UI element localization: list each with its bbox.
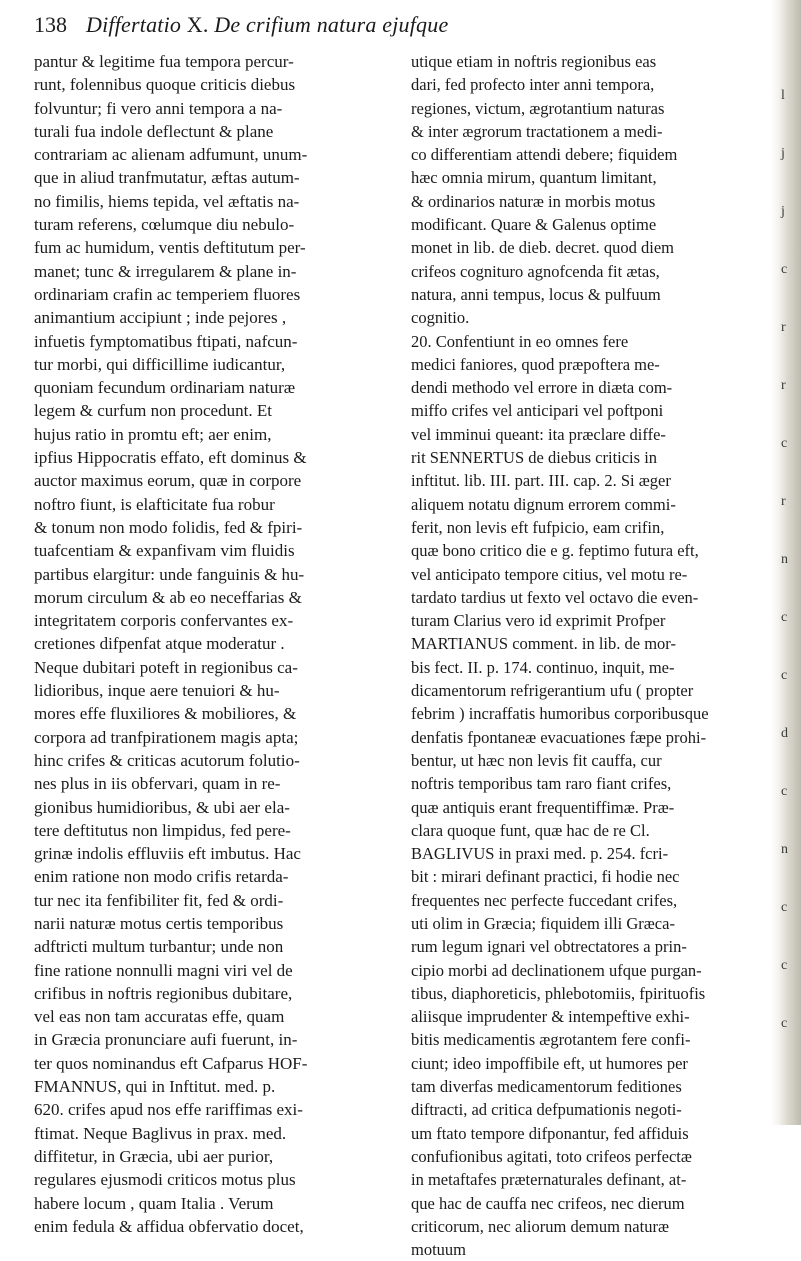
margin-fragment: c: [781, 1016, 788, 1031]
margin-fragment: r: [781, 494, 786, 509]
left-column-line: mores effe fluxiliores & mobiliores, &: [34, 704, 297, 724]
left-column-line: que in aliud tranfmutatur, æftas autum-: [34, 168, 300, 188]
adjacent-page-edge: [771, 0, 801, 1125]
right-column-line: bitis medicamentis ægrotantem fere confi-: [411, 1030, 691, 1050]
right-column-line: MARTIANUS comment. in lib. de mor-: [411, 634, 676, 654]
right-column-line: regiones, victum, ægrotantium naturas: [411, 98, 665, 118]
right-column-line: vel imminui queant: ita præclare diffe-: [411, 424, 666, 444]
left-column-line: fine ratione nonnulli magni viri vel de: [34, 960, 293, 980]
left-column-line: grinæ indolis effluviis eft imbutus. Hac: [34, 844, 301, 864]
right-column-line: turam Clarius vero id exprimit Profper: [411, 611, 666, 631]
right-column-line: miffo crifes vel anticipari vel poftponi: [411, 401, 664, 421]
right-column-line: modificant. Quare & Galenus optime: [411, 215, 657, 235]
right-column-line: bis fect. II. p. 174. continuo, inquit, me-: [411, 657, 675, 677]
running-title: [86, 10, 448, 40]
margin-fragment: c: [781, 958, 788, 973]
margin-fragment: c: [781, 262, 788, 277]
right-column-line: quæ bono critico die e g. feptimo futura eft,: [411, 541, 699, 561]
left-column-line: Neque dubitari poteft in regionibus ca-: [34, 657, 298, 677]
right-column-line: criticorum, nec aliorum demum naturæ: [411, 1216, 669, 1236]
left-column-line: partibus elargitur: unde fanguinis & hu-: [34, 564, 305, 584]
left-column-line: auctor maximus eorum, quæ in corpore: [34, 471, 302, 491]
right-column-line: rit SENNERTUS de diebus criticis in: [411, 448, 658, 468]
left-column-line: folvuntur; fi vero anni tempora a na-: [34, 98, 283, 118]
left-column-line: habere locum , quam Italia . Verum: [34, 1193, 274, 1213]
right-column-line: que hac de cauffa nec crifeos, nec dierum: [411, 1193, 685, 1213]
margin-fragment: r: [781, 320, 786, 335]
right-column-line: dari, fed profecto inter anni tempora,: [411, 75, 655, 95]
left-column-line: tur nec ita fenfibiliter fit, fed & ordi-: [34, 890, 284, 910]
left-column-line: legem & curfum non procedunt. Et: [34, 401, 272, 421]
left-column-line: ordinariam crafin ac temperiem fluores: [34, 284, 301, 304]
running-title-post: De crifium natura ejufque: [208, 12, 449, 37]
right-column-line: cipio morbi ad declinationem ufque purgan-: [411, 960, 702, 980]
right-column-line: ciunt; ideo impoffibile eft, ut humores per: [411, 1053, 688, 1073]
right-column-line: inftitut. lib. III. part. III. cap. 2. Si æger: [411, 471, 671, 491]
margin-fragment: d: [781, 726, 788, 741]
left-column-line: regulares ejusmodi criticos motus plus: [34, 1170, 296, 1190]
left-column-line: morum circulum & ab eo neceffarias &: [34, 587, 302, 607]
left-column-line: tuafcentiam & expanfivam vim fluidis: [34, 541, 295, 561]
left-column-line: hinc crifes & criticas acutorum folutio-: [34, 750, 300, 770]
right-column-line: vel anticipato tempore citius, vel motu re-: [411, 564, 688, 584]
left-column-line: noftro fiunt, is elafticitate fua robur: [34, 494, 275, 514]
right-column-line: BAGLIVUS in praxi med. p. 254. fcri-: [411, 844, 669, 864]
margin-fragment: c: [781, 668, 788, 683]
left-column-line: no fimilis, hiems tepida, vel æftatis na-: [34, 191, 300, 211]
right-column-line: monet in lib. de dieb. decret. quod diem: [411, 238, 675, 258]
left-column-line: quoniam fecundum ordinariam naturæ: [34, 378, 296, 398]
right-column-line: noftris temporibus tam raro fiant crifes,: [411, 774, 672, 794]
right-column-line: utique etiam in noftris regionibus eas: [411, 52, 657, 71]
left-column-line: tere deftitutus non limpidus, fed pere-: [34, 820, 291, 840]
left-column-line: turali fua indole deflectunt & plane: [34, 121, 274, 141]
right-column-line: frequentes nec perfecte fuccedant crifes,: [411, 890, 678, 910]
margin-fragment: r: [781, 378, 786, 393]
margin-fragment: c: [781, 900, 788, 915]
right-column-line: confufionibus agitati, toto crifeos perfectæ: [411, 1146, 692, 1166]
right-column-line: quæ antiquis erant frequentiffimæ. Præ-: [411, 797, 675, 817]
right-column-line: & inter ægrorum tractationem a medi-: [411, 121, 663, 141]
right-column-line: aliquem notatu dignum errorem commi-: [411, 494, 676, 514]
right-column-line: in metaftafes præternaturales definant, at-: [411, 1170, 687, 1190]
left-column-line: adftricti multum turbantur; unde non: [34, 937, 284, 957]
margin-fragment: l: [781, 88, 785, 103]
right-column-line: medici faniores, quod præpoftera me-: [411, 354, 660, 374]
right-column-line: hæc omnia mirum, quantum limitant,: [411, 168, 657, 188]
right-column-line: tardato tardius ut fexto vel octavo die even-: [411, 587, 699, 607]
left-column-line: 620. crifes apud nos effe rariffimas exi-: [34, 1100, 303, 1120]
left-column-line: pantur & legitime fua tempora percur-: [34, 52, 294, 71]
right-column-line: dicamentorum refrigerantium ufu ( propter: [411, 681, 694, 701]
left-column-line: vel eas non tam accuratas effe, quam: [34, 1007, 285, 1027]
right-column-line: febrim ) incraffatis humoribus corporibusque: [411, 704, 709, 724]
left-column-line: gionibus humidioribus, & ubi aer ela-: [34, 797, 290, 817]
left-column-line: enim fedula & affidua obfervatio docet,: [34, 1216, 304, 1236]
right-column-line: ferit, non levis eft fufpicio, eam crifin,: [411, 517, 665, 537]
right-column-line: cognitio.: [411, 308, 470, 328]
left-column-line: ter quos nominandus eft Cafparus HOF-: [34, 1053, 308, 1073]
left-column-line: integritatem corporis confervantes ex-: [34, 611, 294, 631]
left-column-line: fum ac humidum, ventis deftitutum per-: [34, 238, 306, 258]
left-column-line: narii naturæ motus certis temporibus: [34, 913, 284, 933]
left-column-line: infuetis fymptomatibus ftipati, nafcun-: [34, 331, 298, 351]
left-column-line: contrariam ac alienam adfumunt, unum-: [34, 145, 308, 165]
left-column-line: diffitetur, in Græcia, ubi aer purior,: [34, 1146, 274, 1166]
left-column-line: cretiones difpenfat atque moderatur .: [34, 634, 285, 654]
right-column-line: co differentiam attendi debere; fiquidem: [411, 145, 678, 165]
running-title-dissertation-number: X.: [186, 12, 209, 37]
margin-fragment: n: [781, 552, 788, 567]
margin-fragment: c: [781, 610, 788, 625]
right-column-line: uti olim in Græcia; fiquidem illi Græca-: [411, 913, 675, 933]
right-column-line: dendi methodo vel errore in diæta com-: [411, 378, 673, 398]
margin-fragment: j: [781, 146, 785, 161]
page-number: 138: [34, 12, 67, 37]
right-column-line: um ftato tempore difponantur, fed affiduis: [411, 1123, 689, 1143]
right-column-line: diftracti, ad critica defpumationis negoti-: [411, 1100, 682, 1120]
left-column-line: animantium accipiunt ; inde pejores ,: [34, 308, 287, 328]
left-column-line: crifibus in noftris regionibus dubitare,: [34, 983, 293, 1003]
left-column-line: & tonum non modo folidis, fed & fpiri-: [34, 517, 303, 537]
right-column-line: bit : mirari definant practici, fi hodie nec: [411, 867, 680, 887]
margin-fragment: c: [781, 436, 788, 451]
left-column-line: enim ratione non modo crifis retarda-: [34, 867, 289, 887]
right-column-line: bentur, ut hæc non levis fit cauffa, cur: [411, 750, 662, 770]
left-column-line: corpora ad tranfpirationem magis apta;: [34, 727, 299, 747]
right-column-line: denfatis fpontaneæ evacuationes fæpe prohi-: [411, 727, 707, 747]
right-column-line: aliisque imprudenter & intempeftive exhi-: [411, 1007, 690, 1027]
right-column-line: tam diverfas medicamentorum feditiones: [411, 1077, 682, 1097]
right-column-line: rum legum ignari vel obtrectatores a prin-: [411, 937, 687, 957]
left-column-line: runt, folennibus quoque criticis diebus: [34, 75, 296, 95]
running-title-pre: Differtatio: [86, 12, 187, 37]
margin-fragment: j: [781, 204, 785, 219]
right-column-line: tibus, diaphoreticis, phlebotomiis, fpirituofis: [411, 983, 706, 1003]
left-column-line: FMANNUS, qui in Inftitut. med. p.: [34, 1077, 276, 1097]
right-column-line: 20. Confentiunt in eo omnes fere: [411, 331, 629, 351]
running-header: [34, 10, 778, 40]
right-column-line: natura, anni tempus, locus & pulfuum: [411, 284, 661, 304]
left-column-line: ftimat. Neque Baglivus in prax. med.: [34, 1123, 287, 1143]
left-column-line: turam referens, cœlumque diu nebulo-: [34, 215, 295, 235]
left-column-line: ipfius Hippocratis effato, eft dominus &: [34, 448, 307, 468]
left-text-column: [34, 50, 386, 1238]
margin-fragment: n: [781, 842, 788, 857]
left-column-line: hujus ratio in promtu eft; aer enim,: [34, 424, 272, 444]
left-column-line: manet; tunc & irregularem & plane in-: [34, 261, 297, 281]
left-column-line: nes plus in iis obfervari, quam in re-: [34, 774, 281, 794]
left-column-line: lidioribus, inque aere tenuiori & hu-: [34, 681, 280, 701]
margin-fragment: c: [781, 784, 788, 799]
left-column-line: tur morbi, qui difficillime iudicantur,: [34, 354, 286, 374]
right-column-line: motuum: [411, 1240, 467, 1260]
right-column-line: clara quoque funt, quæ hac de re Cl.: [411, 820, 650, 840]
right-text-column: [411, 50, 757, 1261]
left-column-line: in Græcia pronunciare aufi fuerunt, in-: [34, 1030, 298, 1050]
right-column-line: crifeos cognituro agnofcenda fit ætas,: [411, 261, 660, 281]
right-column-line: & ordinarios naturæ in morbis motus: [411, 191, 656, 211]
